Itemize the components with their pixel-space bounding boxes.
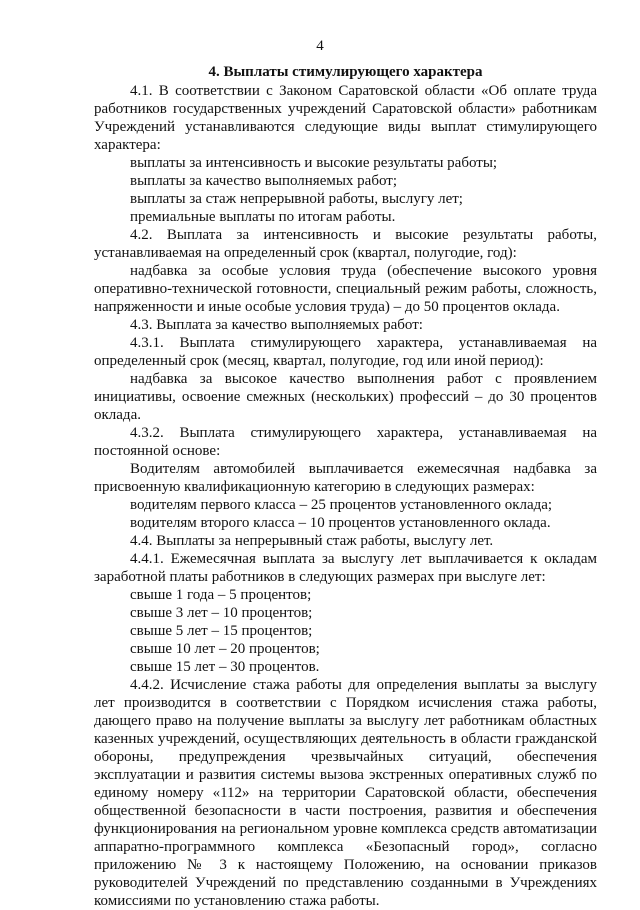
paragraph-4-3-1-item: надбавка за высокое качество выполнения работ с проявлением инициативы, освоение смежных (нескольких) профессий – до 30 процентов оклада.: [94, 371, 597, 423]
paragraph-4-4: 4.4. Выплаты за непрерывный стаж работы, выслугу лет.: [130, 533, 494, 549]
list-item: свыше 1 года – 5 процентов;: [130, 587, 312, 603]
paragraph-4-4-2: 4.4.2. Исчисление стажа работы для определения выплаты за выслугу лет производится в соответствии с Порядком исчисления стажа работы, дающего право на получение выплаты за выслугу лет работникам областных казенных учреждений, осуществляющих деятельность в области гражданской обороны, предупреждения чрезвычайных ситуаций, обеспечения эксплуатации и развития системы вызова экстренных оперативных служб по единому номеру «112» на территории Саратовской области, обеспечения общественной безопасности в части построения, развития и обеспечения функционирования на региональном уровне комплекса средств автоматизации аппаратно-программного комплекса «Безопасный город», согласно приложению № 3 к настоящему Положению, на основании приказов руководителей Учреждений по представлению созданными в Учреждениях комиссиями по установлению стажа работы.: [94, 677, 597, 909]
list-item: премиальные выплаты по итогам работы.: [130, 209, 396, 225]
list-item: свыше 15 лет – 30 процентов.: [130, 659, 320, 675]
list-item: выплаты за интенсивность и высокие результаты работы;: [130, 155, 498, 171]
paragraph-4-3-2: 4.3.2. Выплата стимулирующего характера, устанавливаемая на постоянной основе:: [94, 425, 597, 459]
paragraph-4-2-item: надбавка за особые условия труда (обеспечение высокого уровня оперативно-технической готовности, специальный режим работы, сложность, напряженности и иные особые условия труда) – до 50 процентов оклада.: [94, 263, 597, 315]
list-item: водителям второго класса – 10 процентов установленного оклада.: [130, 515, 551, 531]
list-item: выплаты за качество выполняемых работ;: [130, 173, 397, 189]
page-number: 4: [316, 38, 324, 54]
list-item: свыше 10 лет – 20 процентов;: [130, 641, 320, 657]
section-heading: 4. Выплаты стимулирующего характера: [208, 64, 483, 80]
document-body: [94, 63, 597, 910]
paragraph-4-2: 4.2. Выплата за интенсивность и высокие результаты работы, устанавливаемая на определенный срок (квартал, полугодие, год):: [94, 227, 597, 261]
list-item: свыше 3 лет – 10 процентов;: [130, 605, 313, 621]
list-item: выплаты за стаж непрерывной работы, выслугу лет;: [130, 191, 463, 207]
paragraph-4-1: 4.1. В соответствии с Законом Саратовской области «Об оплате труда работников государственных учреждений Саратовской области» работникам Учреждений устанавливаются следующие виды выплат стимулирующего характера:: [94, 83, 597, 153]
paragraph-4-4-1: 4.4.1. Ежемесячная выплата за выслугу лет выплачивается к окладам заработной платы работников в следующих размерах при выслуге лет:: [94, 551, 597, 585]
paragraph-drivers: Водителям автомобилей выплачивается ежемесячная надбавка за присвоенную квалификационную категорию в следующих размерах:: [94, 461, 597, 495]
list-item: водителям первого класса – 25 процентов установленного оклада;: [130, 497, 553, 513]
paragraph-4-3-1: 4.3.1. Выплата стимулирующего характера, устанавливаемая на определенный срок (месяц, квартал, полугодие, год или иной период):: [94, 335, 597, 369]
list-item: свыше 5 лет – 15 процентов;: [130, 623, 313, 639]
paragraph-4-3: 4.3. Выплата за качество выполняемых работ:: [130, 317, 423, 333]
